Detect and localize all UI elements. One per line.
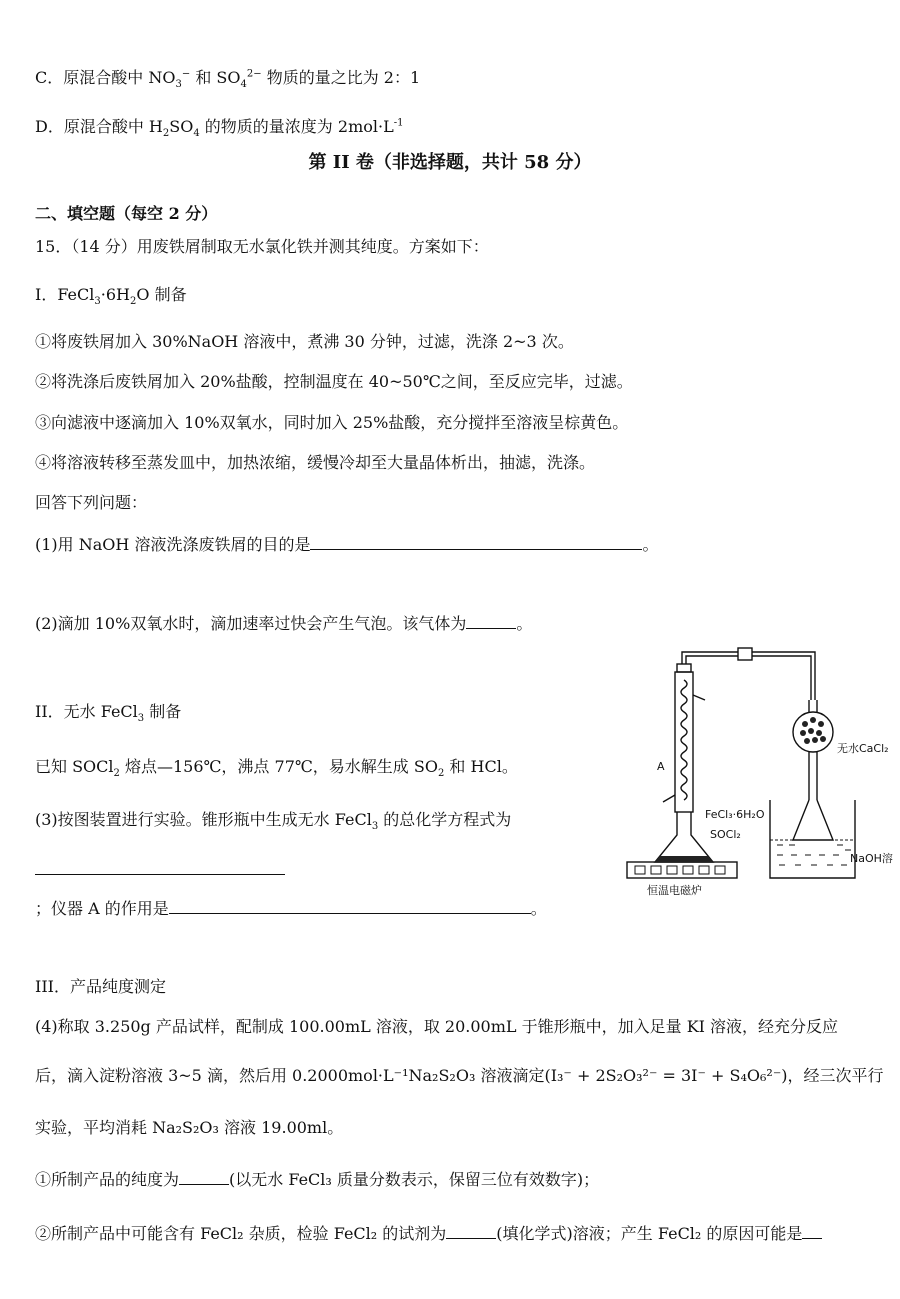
- step-1: ①将废铁屑加入 30%NaOH 溶液中，煮沸 30 分钟，过滤，洗涤 2~3 次。: [35, 332, 574, 351]
- apparatus-diagram: [605, 640, 900, 900]
- answer-blank-3[interactable]: [35, 858, 285, 875]
- water-outlet: [693, 695, 705, 700]
- label-stove: 恒温电磁炉: [647, 884, 702, 897]
- sub-question-3-role: ；仪器 A 的作用是 。: [35, 899, 547, 918]
- answer-blank-6[interactable]: [446, 1222, 496, 1239]
- answer-blank-5[interactable]: [179, 1168, 229, 1185]
- funnel: [793, 800, 833, 840]
- option-c: C．原混合酸中 $NO_3^-$ 和 $SO_4^{2-}$ 物质的量之比为 2：1: [35, 68, 421, 91]
- q15-intro: 15．（14 分）用废铁屑制取无水氯化铁并测其纯度。方案如下：: [35, 237, 489, 256]
- heating-stove: [627, 862, 737, 878]
- answer-blank-3-equation-row: [35, 858, 285, 882]
- step-4: ④将溶液转移至蒸发皿中，加热浓缩，缓慢冷却至大量晶体析出，抽滤，洗涤。: [35, 453, 596, 472]
- tube-joint: [738, 648, 752, 660]
- beaker: [770, 800, 855, 878]
- sub-question-4-line2: 后，滴入淀粉溶液 3~5 滴，然后用 0.2000mol·L⁻¹Na₂S₂O₃ 溶液滴定(I₃⁻ + 2S₂O₃²⁻ = 3I⁻ + S₄O₆²⁻)，经三次平行: [35, 1066, 884, 1085]
- sub-question-1: (1)用 NaOH 溶液洗涤废铁屑的目的是 。: [35, 535, 659, 554]
- answer-blank-7[interactable]: [802, 1222, 822, 1239]
- part2-heading: II．无水 FeCl$_3$ 制备: [35, 702, 182, 725]
- sub-question-4-part2: ②所制产品中可能含有 FeCl₂ 杂质，检验 FeCl₂ 的试剂为 (填化学式)溶液；产生 FeCl₂ 的原因可能是: [35, 1222, 822, 1246]
- known-info: 已知 SOCl$_2$ 熔点—156℃，沸点 77℃，易水解生成 $SO_2$ 和 HCl。: [35, 757, 518, 780]
- section-title: 二、填空题（每空 2 分）: [35, 204, 218, 223]
- label-socl2: SOCl₂: [710, 828, 741, 841]
- sub-question-4-line1: (4)称取 3.250g 产品试样，配制成 100.00mL 溶液，取 20.00mL 于锥形瓶中，加入足量 KI 溶液，经充分反应: [35, 1017, 839, 1036]
- label-a: A: [657, 760, 665, 773]
- water-inlet: [663, 795, 675, 802]
- step-3: ③向滤液中逐滴加入 10%双氧水，同时加入 25%盐酸，充分搅拌至溶液呈棕黄色。: [35, 413, 629, 432]
- sub-question-4-part1: ①所制产品的纯度为 (以无水 FeCl₃ 质量分数表示，保留三位有效数字)；: [35, 1170, 600, 1189]
- part1-heading: I．$FeCl_3\cdot 6H_2O$ 制备: [35, 285, 187, 308]
- answer-blank-4[interactable]: [169, 897, 531, 914]
- label-cacl2: 无水CaCl₂: [837, 742, 889, 755]
- answer-blank-1[interactable]: [310, 533, 642, 550]
- sub-question-2: (2)滴加 10%双氧水时，滴加速率过快会产生气泡。该气体为 。: [35, 614, 533, 633]
- part2-title: 第 II 卷（非选择题，共计 58 分）: [308, 152, 592, 173]
- sub-question-3: (3)按图装置进行实验。锥形瓶中生成无水 FeCl$_3$ 的总化学方程式为: [35, 810, 512, 833]
- sub-question-4-line3: 实验，平均消耗 Na₂S₂O₃ 溶液 19.00ml。: [35, 1118, 344, 1137]
- answer-blank-2[interactable]: [466, 612, 516, 629]
- part3-heading: III．产品纯度测定: [35, 977, 166, 996]
- answer-prompt: 回答下列问题：: [35, 493, 148, 512]
- step-2: ②将洗涤后废铁屑加入 20%盐酸，控制温度在 40~50℃之间，至反应完毕，过滤。: [35, 372, 633, 391]
- label-naoh: NaOH溶: [850, 852, 893, 865]
- condenser-a: [675, 672, 693, 812]
- label-fecl3: FeCl₃·6H₂O: [705, 808, 765, 821]
- option-d: D．原混合酸中 $H_2SO_4$ 的物质的量浓度为 $2mol\cdot L^{-1}$: [35, 117, 404, 140]
